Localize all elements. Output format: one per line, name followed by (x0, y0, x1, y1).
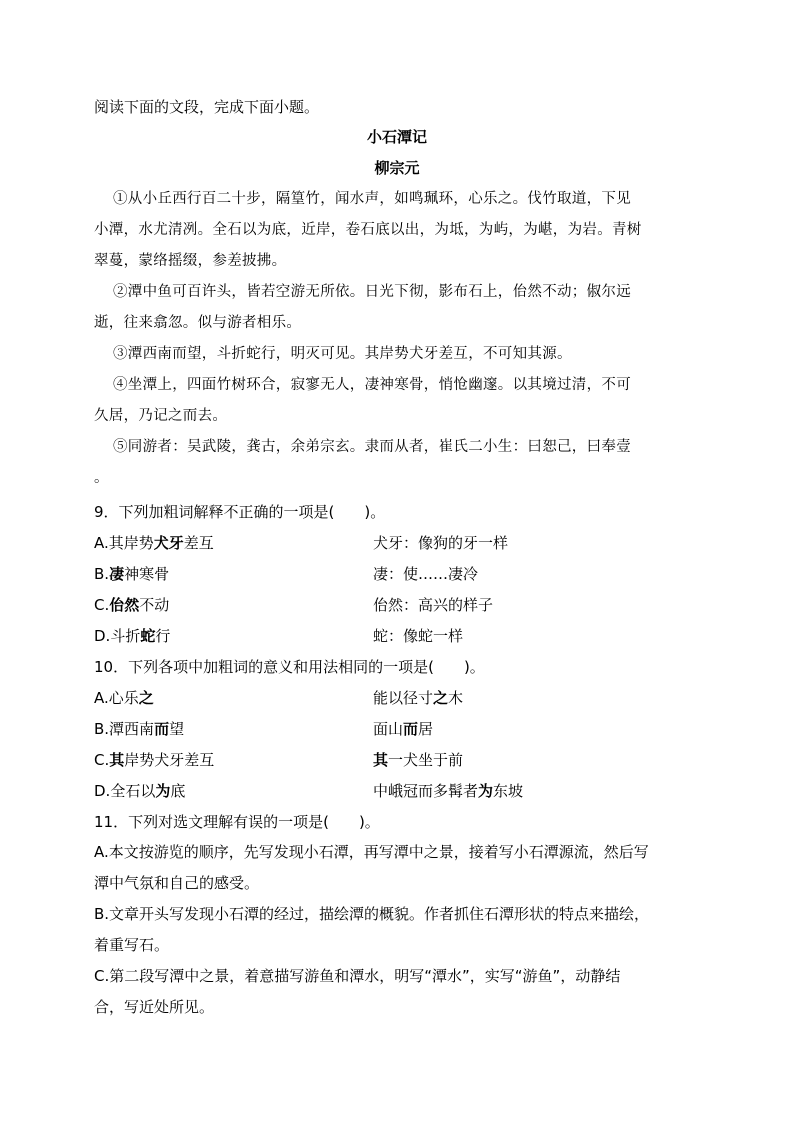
q11-stem: 11．下列对选文理解有误的一项是( )。 (94, 813, 380, 831)
q10-option-c-compare: 其一犬坐于前 (373, 751, 464, 769)
essay-line: 逝，往来翕忽。似与游者相乐。 (94, 315, 302, 331)
q9-option-b: B.凄神寒骨 (94, 565, 170, 583)
q10-option-b-compare: 面山而居 (373, 720, 434, 738)
essay-title: 小石潭记 (366, 128, 427, 146)
q9-option-d-explanation: 蛇：像蛇一样 (373, 627, 464, 645)
q9-option-c-explanation: 佁然：高兴的样子 (373, 596, 494, 614)
q10-stem: 10．下列各项中加粗词的意义和用法相同的一项是( )。 (94, 658, 485, 676)
essay-line: ②潭中鱼可百许头，皆若空游无所依。日光下彻，影布石上，佁然不动；俶尔远 (113, 284, 631, 300)
q11-option-a-cont: 潭中气氛和自己的感受。 (94, 874, 260, 892)
essay-line: 小潭，水尤清冽。全石以为底，近岸，卷石底以出，为坻，为屿，为嵁，为岩。青树 (94, 222, 642, 238)
q11-option-a: A.本文按游览的顺序，先写发现小石潭，再写潭中之景，接着写小石潭源流，然后写 (94, 843, 649, 861)
reading-instruction: 阅读下面的文段，完成下面小题。 (94, 98, 320, 116)
q9-option-b-explanation: 凄：使……凄冷 (373, 565, 479, 583)
q10-option-c: C.其岸势犬牙差互 (94, 751, 215, 769)
essay-author: 柳宗元 (374, 159, 420, 177)
q11-option-c: C.第二段写潭中之景，着意描写游鱼和潭水，明写“潭水”，实写“游鱼”，动静结 (94, 967, 621, 985)
essay-line: ⑤同游者：吴武陵，龚古，余弟宗玄。隶而从者，崔氏二小生：曰恕己，曰奉壹 (113, 439, 631, 455)
q11-option-b: B.文章开头写发现小石潭的经过，描绘潭的概貌。作者抓住石潭形状的特点来描绘， (94, 905, 650, 923)
q10-option-a: A.心乐之 (94, 689, 154, 707)
q11-option-c-cont: 合，写近处所见。 (94, 998, 215, 1016)
q10-option-d-compare: 中峨冠而多髯者为东坡 (373, 782, 524, 800)
essay-line: ③潭西南而望，斗折蛇行，明灭可见。其岸势犬牙差互，不可知其源。 (113, 346, 572, 362)
q9-option-d: D.斗折蛇行 (94, 627, 171, 645)
q10-option-a-compare: 能以径寸之木 (373, 689, 464, 707)
essay-line: ④坐潭上，四面竹树环合，寂寥无人，凄神寒骨，悄怆幽邃。以其境过清，不可 (113, 377, 631, 393)
q9-option-c: C.佁然不动 (94, 596, 170, 614)
q9-option-a-explanation: 犬牙：像狗的牙一样 (373, 534, 509, 552)
q10-option-b: B.潭西南而望 (94, 720, 185, 738)
q9-option-a: A.其岸势犬牙差互 (94, 534, 214, 552)
essay-line: 。 (94, 470, 109, 486)
q9-stem: 9．下列加粗词解释不正确的一项是( )。 (94, 503, 386, 521)
essay-line: 久居，乃记之而去。 (94, 408, 228, 424)
essay-body (94, 184, 698, 494)
essay-line: ①从小丘西行百二十步，隔篁竹，闻水声，如鸣珮环，心乐之。伐竹取道，下见 (113, 191, 631, 207)
q11-option-b-cont: 着重写石。 (94, 936, 170, 954)
essay-line: 翠蔓，蒙络摇缀，参差披拂。 (94, 253, 287, 269)
q10-option-d: D.全石以为底 (94, 782, 186, 800)
q11-options (94, 837, 698, 1023)
